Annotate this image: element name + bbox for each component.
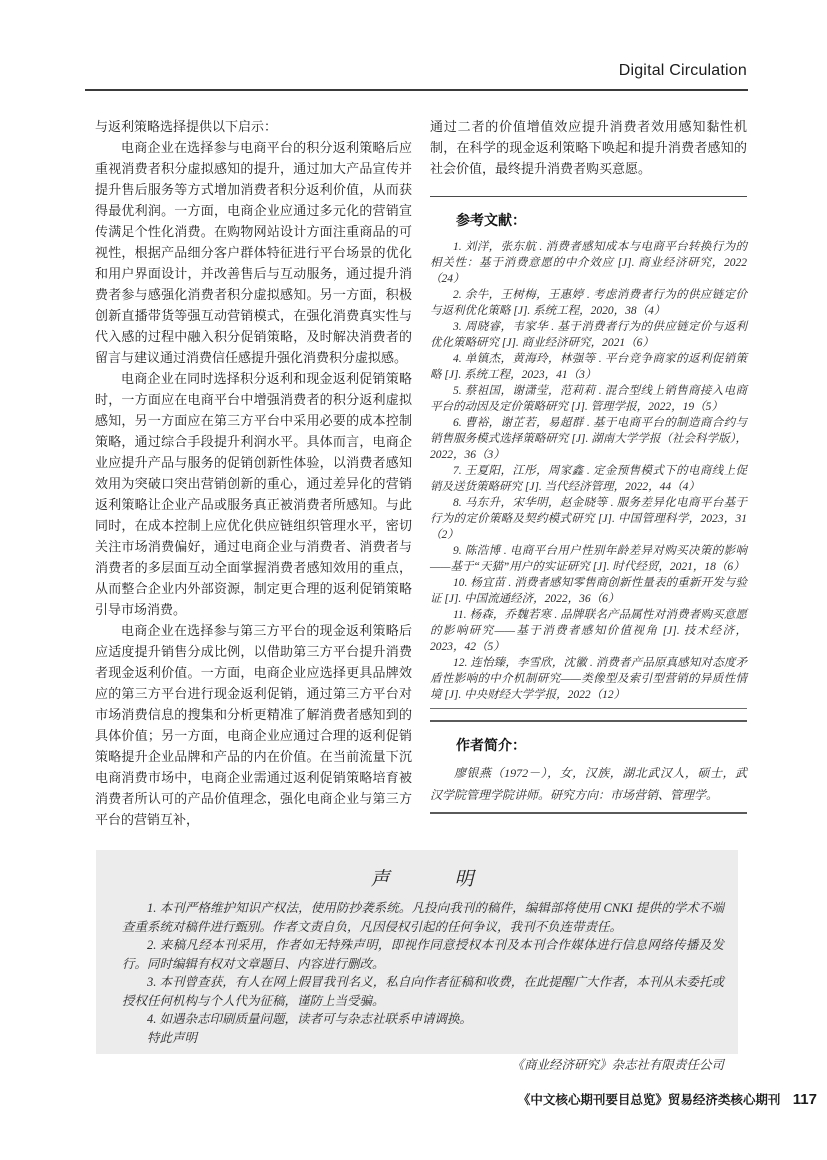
reference-item: 4. 单镇杰，黄海玲，林强等 . 平台竞争商家的返利促销策略 [J]. 系统工程，2023，41（3） xyxy=(430,353,747,381)
statement-items xyxy=(122,899,724,1029)
header-rule xyxy=(85,89,748,91)
left-column xyxy=(95,116,412,830)
right-column xyxy=(430,116,747,814)
reference-item: 3. 周晓睿，韦家华 . 基于消费者行为的供应链定价与返利优化策略研究 [J]. 商业经济研究，2021（6） xyxy=(430,321,747,349)
reference-item: 10. 杨宜苗 . 消费者感知零售商创新性量表的重新开发与验证 [J]. 中国流通经济，2022，36（6） xyxy=(430,577,747,605)
statement-item: 4. 如遇杂志印刷质量问题，读者可与杂志社联系申请调换。 xyxy=(147,1012,473,1026)
reference-item: 12. 连怡臻，李雪欣，沈徽 . 消费者产品原真感知对态度矛盾性影响的中介机制研究——类像型及索引型营销的异质性情境 [J]. 中央财经大学学报，2022（12） xyxy=(430,657,747,701)
body-paragraph: 通过二者的价值增值效应提升消费者效用感知黏性机制，在科学的现金返利策略下唤起和提升消费者感知的社会价值，最终提升消费者购买意愿。 xyxy=(430,119,747,176)
body-paragraph: 与返利策略选择提供以下启示： xyxy=(95,119,278,134)
references-heading: 参考文献： xyxy=(456,212,526,228)
author-bottom-rule xyxy=(430,812,747,814)
author-heading: 作者简介： xyxy=(456,737,526,753)
body-paragraph: 电商企业在同时选择积分返利和现金返利促销策略时，一方面应在电商平台中增强消费者的积分返利虚拟感知，另一方面应在第三方平台中采用必要的成本控制策略，通过综合手段提升利润水平。具体而言，电商企业应提升产品与服务的促销创新性体验，以消费者感知效用为突破口突出营销创新的重心，通过差异化的营销返利策略让企业产品或服务真正被消费者所感知。与此同时，在成本控制上应优化供应链组织管理水平，密切关注市场消费偏好，通过电商企业与消费者、消费者与消费者的多层面互动全面掌握消费者感知效用的重点，从而整合企业内外部资源，制定更合理的返利促销策略引导市场消费。 xyxy=(95,371,412,617)
body-paragraph: 电商企业在选择参与第三方平台的现金返利策略后应适度提升销售分成比例，以借助第三方平台提升消费者现金返利价值。一方面，电商企业应选择更具品牌效应的第三方平台进行现金返利促销，通过第三方平台对市场消费信息的搜集和分析更精准了解消费者感知到的具体价值；另一方面，电商企业应通过合理的返利促销策略提升企业品牌和产品的内在价值。在当前流量下沉电商消费市场中，电商企业需通过返利促销策略培育被消费者所认可的产品价值理念，强化电商企业与第三方平台的营销互补， xyxy=(95,623,412,827)
references-list xyxy=(430,239,747,703)
reference-item: 1. 刘洋，张东航 . 消费者感知成本与电商平台转换行为的相关性：基于消费意愿的中介效应 [J]. 商业经济研究，2022（24） xyxy=(430,241,747,285)
author-divider-thin xyxy=(430,708,747,709)
reference-item: 6. 曹裕，谢芷若，易超群 . 基于电商平台的制造商合约与销售服务模式选择策略研究 [J]. 湖南大学学报（社会科学版），2022，36（3） xyxy=(430,417,747,461)
reference-item: 2. 余牛，王树梅，王惠婷 . 考虑消费者行为的供应链定价与返利优化策略 [J]. 系统工程，2020，38（4） xyxy=(430,289,747,317)
statement-box xyxy=(96,850,738,1072)
footer-page-number: 117 xyxy=(792,1091,817,1108)
body-paragraph: 电商企业在选择参与电商平台的积分返利策略后应重视消费者积分虚拟感知的提升，通过加大产品宣传并提升售后服务等方式增加消费者积分返利价值，从而获得最优利润。一方面，电商企业应通过多元化的营销宣传满足个性化消费。在购物网站设计方面注重商品的可视性，根据产品细分客户群体特征进行平台场景的优化和用户界面设计，并改善售后与互动服务，通过提升消费者参与感强化消费者积分虚拟感知。另一方面，积极创新直播带货等强互动营销模式，在强化消费真实性与代入感的过程中融入积分促销策略，及时解决消费者的留言与建议通过消费信任感提升强化消费积分虚拟感。 xyxy=(95,140,412,365)
reference-item: 9. 陈浩博 . 电商平台用户性别年龄差异对购买决策的影响——基于“天猫”用户的实证研究 [J]. 时代经贸，2021，18（6） xyxy=(430,545,747,573)
author-divider-thick xyxy=(430,720,747,722)
statement-item: 1. 本刊严格维护知识产权法，使用防抄袭系统。凡投向我刊的稿件，编辑部将使用 CNKI 提供的学术不端查重系统对稿件进行甄别。作者文责自负，凡因侵权引起的任何争议，我刊不负连带责任。 xyxy=(122,901,724,934)
page-header-title: Digital Circulation xyxy=(618,62,747,79)
author-bio-block xyxy=(430,762,747,806)
right-intro-block xyxy=(430,116,747,179)
statement-item: 2. 来稿凡经本刊采用，作者如无特殊声明，即视作同意授权本刊及本刊合作媒体进行信息网络传播及发行。同时编辑有权对文章题目、内容进行删改。 xyxy=(122,938,724,971)
references-rule xyxy=(430,196,747,197)
statement-title: 声 明 xyxy=(370,869,476,890)
author-bio-text: 廖银燕（1972－），女，汉族，湖北武汉人，硕士，武汉学院管理学院讲师。研究方向：市场营销、管理学。 xyxy=(430,766,747,802)
statement-signature: 《商业经济研究》杂志社有限责任公司 xyxy=(511,1058,724,1072)
reference-item: 8. 马东升，宋华明，赵金晓等 . 服务差异化电商平台基于行为的定价策略及契约模式研究 [J]. 中国管理科学，2023，31（2） xyxy=(430,497,747,541)
page-footer xyxy=(518,1090,817,1109)
footer-journal-note: 《中文核心期刊要目总览》贸易经济类核心期刊 xyxy=(517,1093,781,1107)
reference-item: 11. 杨森，乔魏若寒 . 品牌联名产品属性对消费者购买意愿的影响研究——基于消费者感知价值视角 [J]. 技术经济，2023，42（5） xyxy=(430,609,747,653)
statement-item: 3. 本刊曾查获，有人在网上假冒我刊名义，私自向作者征稿和收费，在此提醒广大作者，本刊从未委托或授权任何机构与个人代为征稿，谨防上当受骗。 xyxy=(122,975,724,1008)
reference-item: 7. 王夏阳，江彤，周家鑫 . 定金预售模式下的电商线上促销及送货策略研究 [J]. 当代经济管理，2022，44（4） xyxy=(430,465,747,493)
statement-closing: 特此声明 xyxy=(147,1030,198,1045)
reference-item: 5. 蔡祖国，谢潇莹，范莉莉 . 混合型线上销售商接入电商平台的动因及定价策略研究 [J]. 管理学报，2022，19（5） xyxy=(430,385,747,413)
